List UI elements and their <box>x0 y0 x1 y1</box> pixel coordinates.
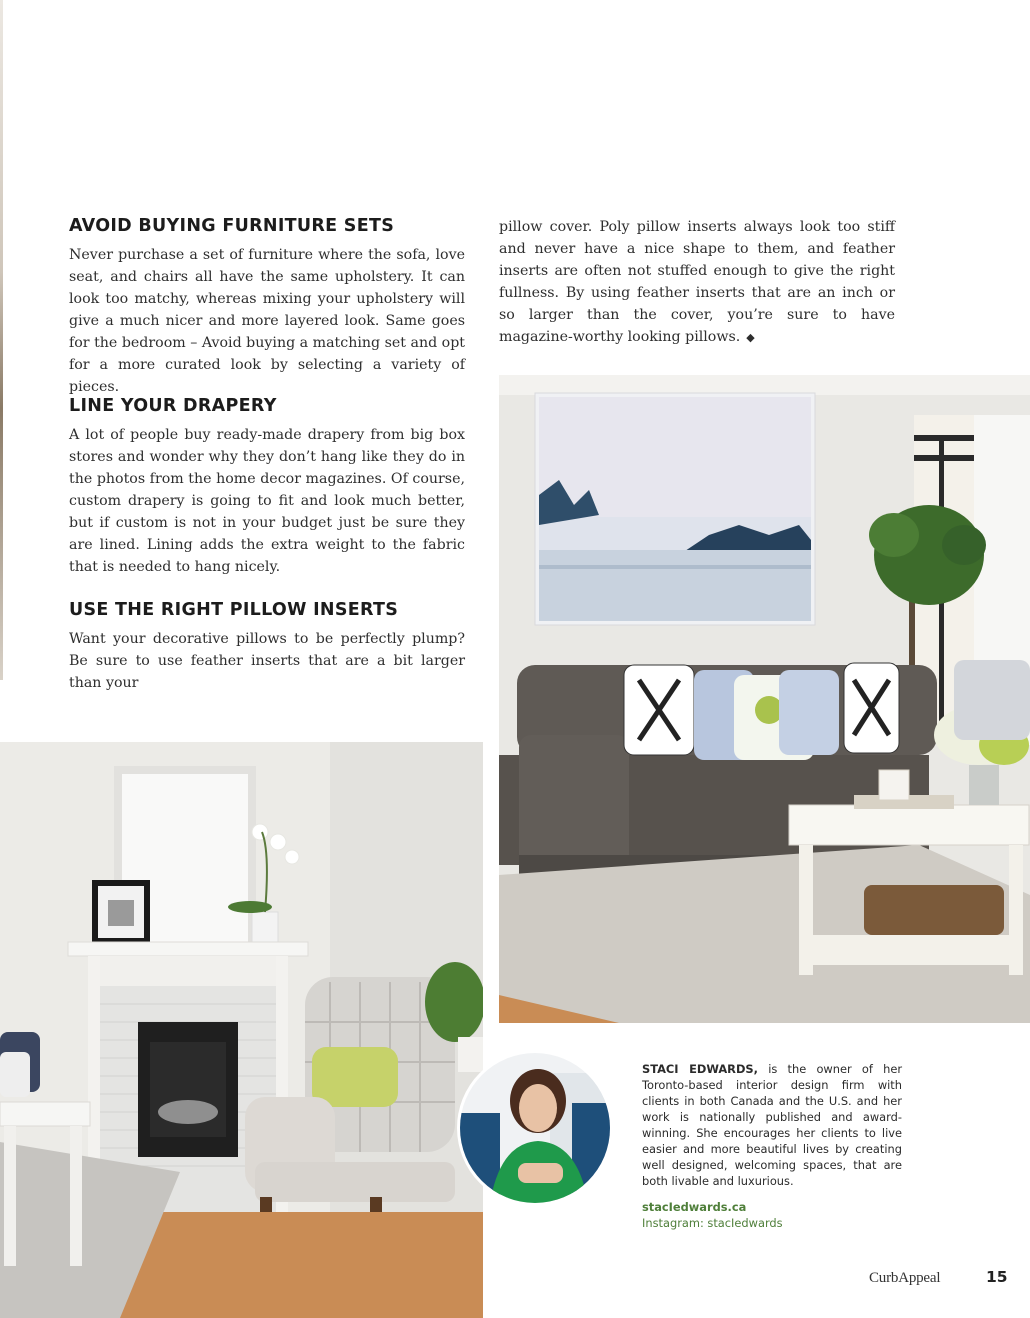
living-room-photo <box>499 375 1030 1023</box>
section-heading: AVOID BUYING FURNITURE SETS <box>69 216 395 236</box>
page-number: 15 <box>986 1268 1008 1286</box>
section-furniture-sets <box>69 216 465 398</box>
author-bio <box>642 1061 902 1189</box>
author-headshot <box>457 1050 613 1206</box>
section-body: Never purchase a set of furniture where the sofa, love seat, and chairs all have the same upholstery. It can look too matchy, whereas mixing your upholstery will give a much nicer and more layered look. Same goes for the bedroom – Avoid buying a matching set and opt for a more curated look by selecting a variety of pieces. <box>69 247 466 395</box>
website-link[interactable]: stacIedwards.ca <box>642 1200 747 1214</box>
author-bio-text: is the owner of her Toronto-based interior design firm with clients in both Canada and the U.S. and her work is nationally published and award-winning. She encourages her clients to live easier and more beautiful lives by creating well designed, welcoming spaces, that are both livable and luxurious. <box>642 1062 903 1188</box>
facing-page-edge <box>0 0 3 680</box>
instagram-link[interactable]: Instagram: stacIedwards <box>642 1216 783 1230</box>
pillow-continuation <box>499 216 895 349</box>
magazine-brand: CurbAppeal <box>869 1270 941 1286</box>
continuation-text: pillow cover. Poly pillow inserts always look too stiff and never have a nice shape to them, and feather inserts are often not stuffed enough to give the right fullness. By using feather inserts that are an inch or so larger than the cover, you’re sure to have magazine-worthy looking pillows. <box>499 219 895 345</box>
section-body: Want your decorative pillows to be perfectly plump? Be sure to use feather inserts that are a bit larger than your <box>69 631 465 691</box>
author-links <box>642 1199 783 1231</box>
end-mark: ◆ <box>746 331 755 344</box>
section-pillow-inserts <box>69 600 465 694</box>
fireplace-photo <box>0 742 483 1318</box>
section-heading: USE THE RIGHT PILLOW INSERTS <box>69 600 399 620</box>
section-heading: LINE YOUR DRAPERY <box>69 396 277 416</box>
author-name: STACI EDWARDS, <box>642 1062 758 1076</box>
section-body: A lot of people buy ready-made drapery from big box stores and wonder why they don’t hang like they do in the photos from the home decor magazines. Of course, custom drapery is going to fit and look much better, but if custom is not in your budget just be sure they are lined. Lining adds the extra weight to the fabric that is needed to hang nicely. <box>69 427 465 575</box>
section-drapery <box>69 396 465 578</box>
